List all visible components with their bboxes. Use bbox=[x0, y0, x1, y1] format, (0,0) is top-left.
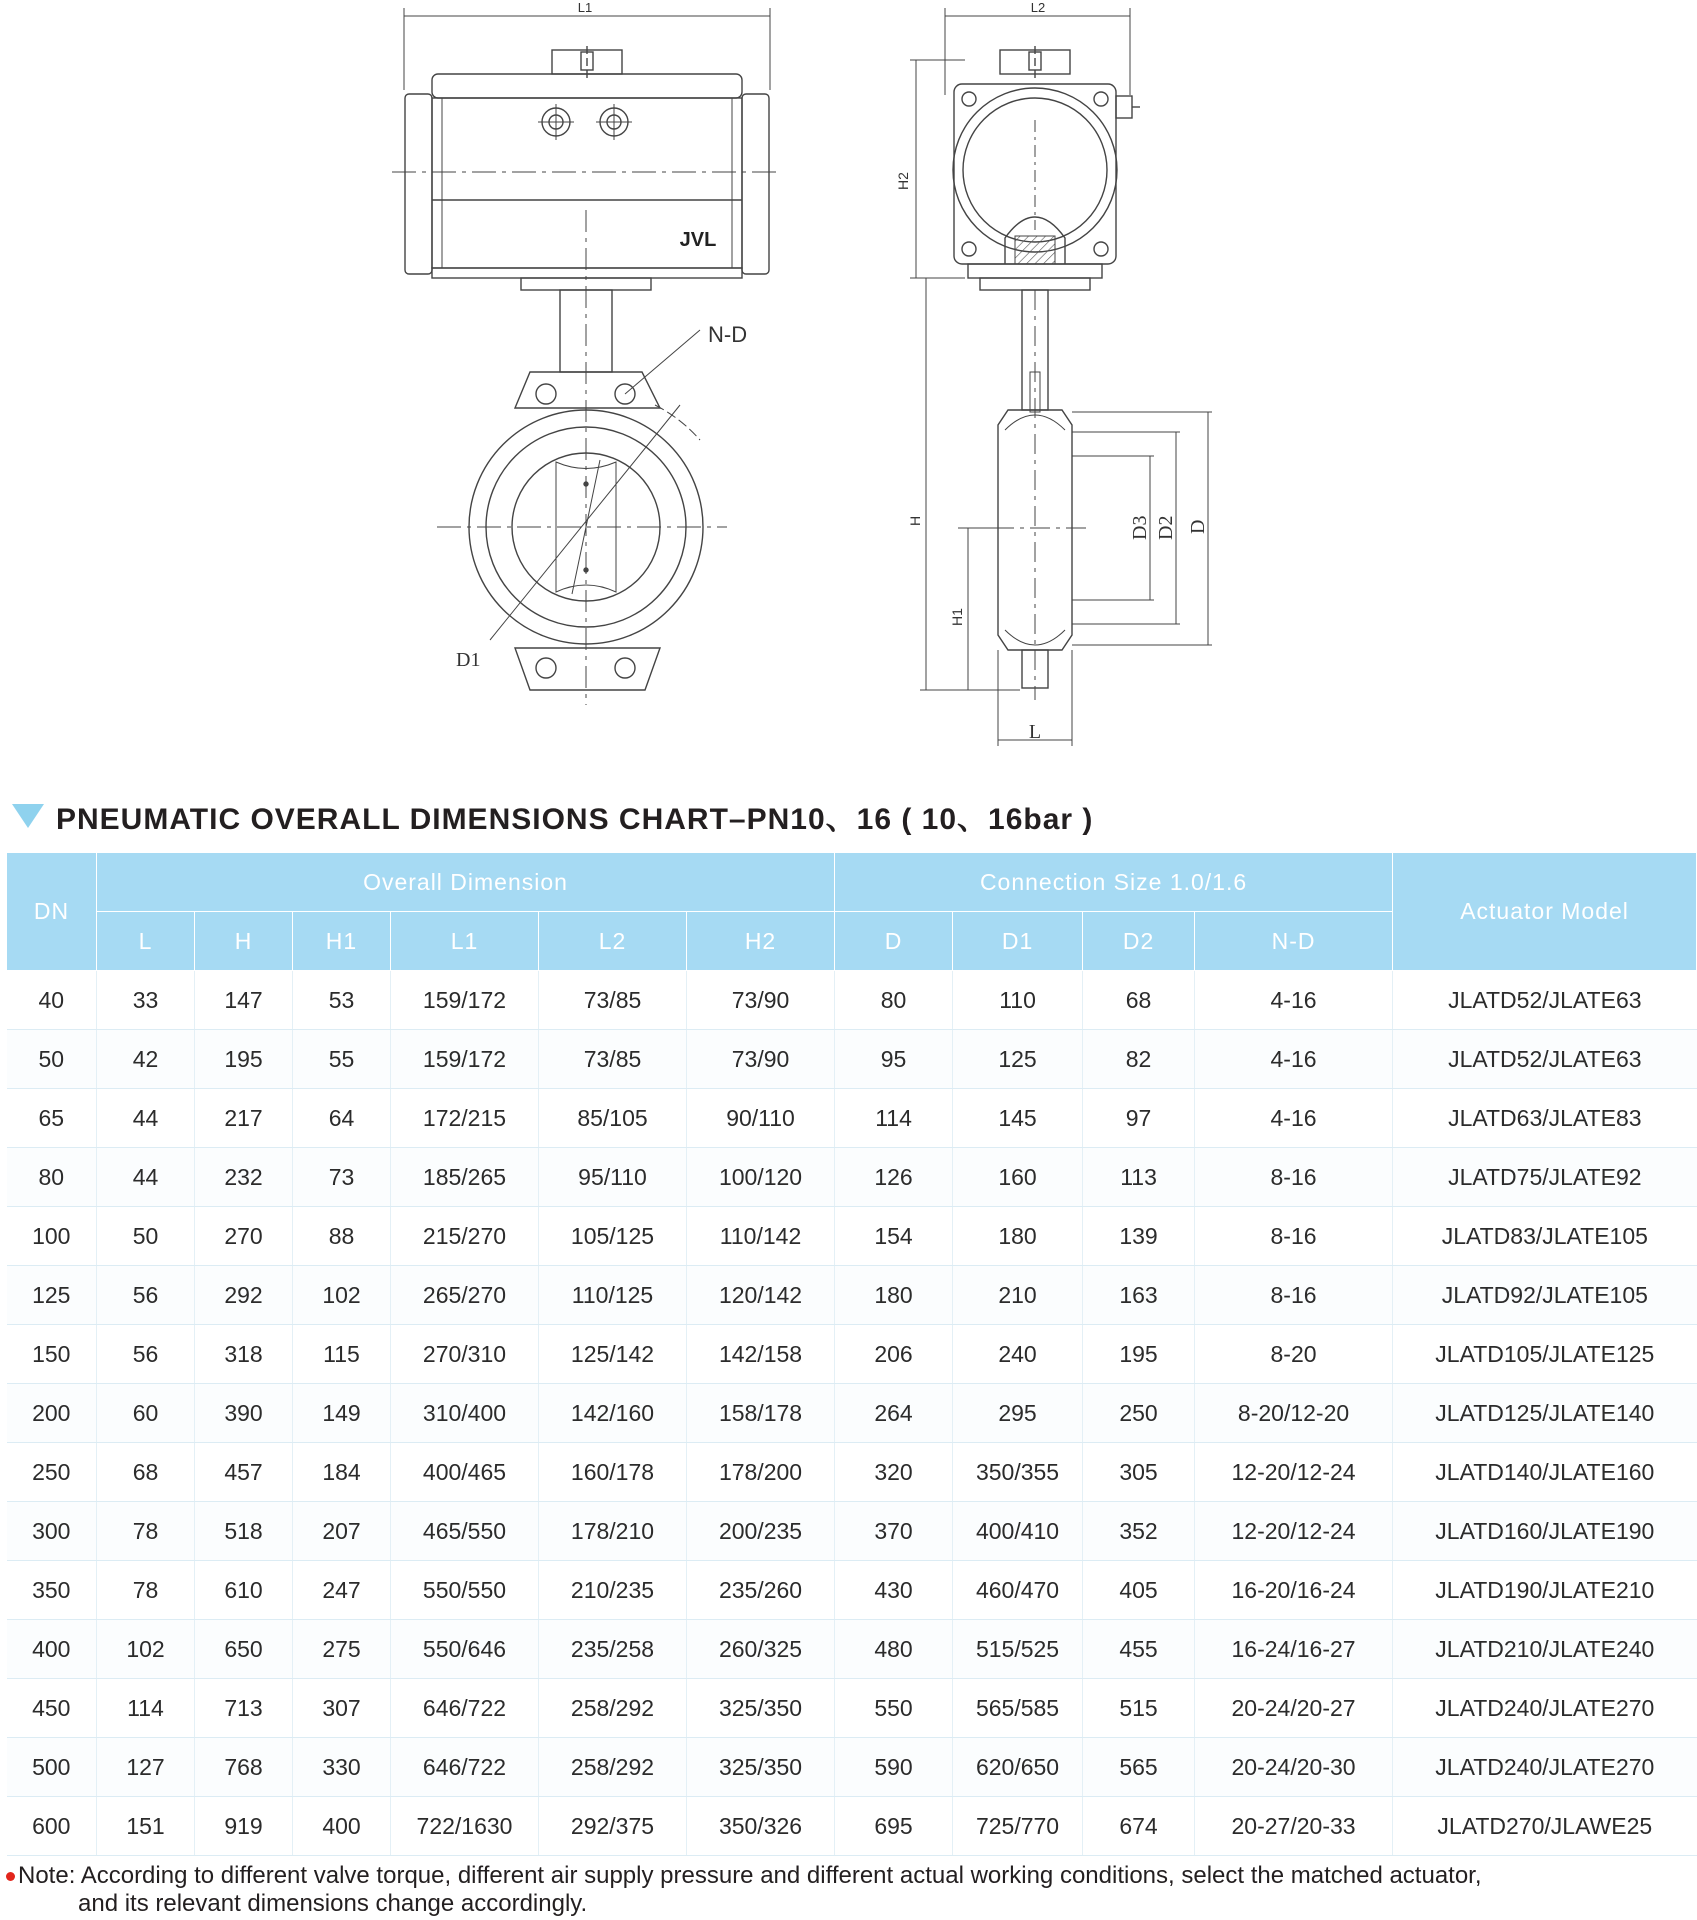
technical-drawings bbox=[0, 0, 1697, 760]
table-cell: 8-20 bbox=[1195, 1325, 1393, 1384]
table-cell: 95/110 bbox=[539, 1148, 687, 1207]
dimensions-table bbox=[6, 852, 1697, 1856]
header-d: D bbox=[835, 912, 953, 971]
note-line-1: Note: According to different valve torque, different air supply pressure and different actual working conditions, select the matched actuator, bbox=[18, 1862, 1482, 1889]
table-cell: 78 bbox=[97, 1502, 195, 1561]
table-cell: 64 bbox=[293, 1089, 391, 1148]
valve-drawing bbox=[0, 0, 1697, 760]
table-cell: 180 bbox=[953, 1207, 1083, 1266]
table-cell: 151 bbox=[97, 1797, 195, 1856]
table-cell: 258/292 bbox=[539, 1738, 687, 1797]
table-row bbox=[7, 1679, 1697, 1738]
label-l2: L2 bbox=[1030, 0, 1046, 15]
table-cell: 159/172 bbox=[391, 1030, 539, 1089]
table-cell: 550/550 bbox=[391, 1561, 539, 1620]
label-h: H bbox=[907, 515, 923, 526]
table-cell: 125 bbox=[953, 1030, 1083, 1089]
table-cell: 292 bbox=[195, 1266, 293, 1325]
table-cell: 295 bbox=[953, 1384, 1083, 1443]
table-cell: JLATD240/JLATE270 bbox=[1393, 1738, 1697, 1797]
table-cell: 55 bbox=[293, 1030, 391, 1089]
table-cell: 270/310 bbox=[391, 1325, 539, 1384]
table-cell: 12-20/12-24 bbox=[1195, 1502, 1393, 1561]
table-cell: 147 bbox=[195, 971, 293, 1030]
table-cell: 16-20/16-24 bbox=[1195, 1561, 1393, 1620]
table-cell: 270 bbox=[195, 1207, 293, 1266]
table-cell: 68 bbox=[1083, 971, 1195, 1030]
table-cell: 97 bbox=[1083, 1089, 1195, 1148]
table-cell: 80 bbox=[7, 1148, 97, 1207]
table-cell: 142/160 bbox=[539, 1384, 687, 1443]
table-cell: 125 bbox=[7, 1266, 97, 1325]
table-cell: 40 bbox=[7, 971, 97, 1030]
table-cell: 350/326 bbox=[687, 1797, 835, 1856]
table-cell: 307 bbox=[293, 1679, 391, 1738]
table-cell: JLATD140/JLATE160 bbox=[1393, 1443, 1697, 1502]
table-cell: 8-16 bbox=[1195, 1148, 1393, 1207]
table-cell: 217 bbox=[195, 1089, 293, 1148]
table-cell: 450 bbox=[7, 1679, 97, 1738]
table-body bbox=[7, 971, 1697, 1856]
table-cell: 126 bbox=[835, 1148, 953, 1207]
table-cell: JLATD240/JLATE270 bbox=[1393, 1679, 1697, 1738]
table-row bbox=[7, 1502, 1697, 1561]
table-cell: 139 bbox=[1083, 1207, 1195, 1266]
table-row bbox=[7, 1797, 1697, 1856]
table-row bbox=[7, 1148, 1697, 1207]
note-line-2: and its relevant dimensions change accordingly. bbox=[78, 1890, 588, 1917]
table-cell: 405 bbox=[1083, 1561, 1195, 1620]
header-d2: D2 bbox=[1083, 912, 1195, 971]
table-cell: 325/350 bbox=[687, 1679, 835, 1738]
table-cell: 85/105 bbox=[539, 1089, 687, 1148]
table-cell: 73/90 bbox=[687, 971, 835, 1030]
table-cell: 460/470 bbox=[953, 1561, 1083, 1620]
table-cell: 149 bbox=[293, 1384, 391, 1443]
table-cell: 610 bbox=[195, 1561, 293, 1620]
table-cell: 480 bbox=[835, 1620, 953, 1679]
table-cell: 33 bbox=[97, 971, 195, 1030]
table-cell: 178/200 bbox=[687, 1443, 835, 1502]
table-cell: 646/722 bbox=[391, 1679, 539, 1738]
table-cell: 650 bbox=[195, 1620, 293, 1679]
table-cell: 240 bbox=[953, 1325, 1083, 1384]
table-cell: 195 bbox=[1083, 1325, 1195, 1384]
table-cell: 120/142 bbox=[687, 1266, 835, 1325]
table-row bbox=[7, 971, 1697, 1030]
table-cell: 4-16 bbox=[1195, 971, 1393, 1030]
table-cell: 20-24/20-30 bbox=[1195, 1738, 1393, 1797]
table-row bbox=[7, 1266, 1697, 1325]
table-cell: 390 bbox=[195, 1384, 293, 1443]
table-cell: 73/85 bbox=[539, 1030, 687, 1089]
table-cell: 515/525 bbox=[953, 1620, 1083, 1679]
table-cell: 16-24/16-27 bbox=[1195, 1620, 1393, 1679]
table-cell: 455 bbox=[1083, 1620, 1195, 1679]
table-row bbox=[7, 1443, 1697, 1502]
table-cell: 8-16 bbox=[1195, 1207, 1393, 1266]
table-cell: 247 bbox=[293, 1561, 391, 1620]
table-cell: 400/465 bbox=[391, 1443, 539, 1502]
table-cell: 210/235 bbox=[539, 1561, 687, 1620]
header-h: H bbox=[195, 912, 293, 971]
table-cell: 82 bbox=[1083, 1030, 1195, 1089]
table-cell: 20-24/20-27 bbox=[1195, 1679, 1393, 1738]
table-cell: 370 bbox=[835, 1502, 953, 1561]
table-cell: 110/125 bbox=[539, 1266, 687, 1325]
table-cell: 158/178 bbox=[687, 1384, 835, 1443]
table-cell: 50 bbox=[97, 1207, 195, 1266]
table-cell: 515 bbox=[1083, 1679, 1195, 1738]
table-row bbox=[7, 1207, 1697, 1266]
table-cell: 600 bbox=[7, 1797, 97, 1856]
table-cell: 250 bbox=[1083, 1384, 1195, 1443]
table-cell: 400/410 bbox=[953, 1502, 1083, 1561]
table-cell: 550/646 bbox=[391, 1620, 539, 1679]
red-dot-icon bbox=[6, 1872, 15, 1881]
table-cell: 160 bbox=[953, 1148, 1083, 1207]
table-cell: 68 bbox=[97, 1443, 195, 1502]
header-connection-size: Connection Size 1.0/1.6 bbox=[835, 853, 1393, 912]
table-cell: 73/85 bbox=[539, 971, 687, 1030]
table-cell: 73/90 bbox=[687, 1030, 835, 1089]
table-cell: 305 bbox=[1083, 1443, 1195, 1502]
table-cell: 620/650 bbox=[953, 1738, 1083, 1797]
table-cell: JLATD160/JLATE190 bbox=[1393, 1502, 1697, 1561]
table-cell: 235/260 bbox=[687, 1561, 835, 1620]
label-h1: H1 bbox=[949, 608, 965, 626]
table-cell: 275 bbox=[293, 1620, 391, 1679]
table-cell: 400 bbox=[7, 1620, 97, 1679]
header-l: L bbox=[97, 912, 195, 971]
table-cell: 264 bbox=[835, 1384, 953, 1443]
table-cell: 115 bbox=[293, 1325, 391, 1384]
table-cell: 90/110 bbox=[687, 1089, 835, 1148]
table-cell: 102 bbox=[293, 1266, 391, 1325]
table-cell: 465/550 bbox=[391, 1502, 539, 1561]
table-cell: 180 bbox=[835, 1266, 953, 1325]
table-cell: 300 bbox=[7, 1502, 97, 1561]
label-nd: N-D bbox=[708, 322, 748, 347]
brand-logo: JVL bbox=[679, 229, 717, 251]
table-cell: JLATD190/JLATE210 bbox=[1393, 1561, 1697, 1620]
table-cell: 265/270 bbox=[391, 1266, 539, 1325]
table-cell: 318 bbox=[195, 1325, 293, 1384]
table-cell: 350/355 bbox=[953, 1443, 1083, 1502]
table-cell: 110/142 bbox=[687, 1207, 835, 1266]
table-cell: 163 bbox=[1083, 1266, 1195, 1325]
table-row bbox=[7, 1030, 1697, 1089]
header-d1: D1 bbox=[953, 912, 1083, 971]
chart-heading bbox=[12, 796, 1093, 836]
table-cell: 100 bbox=[7, 1207, 97, 1266]
table-cell: 330 bbox=[293, 1738, 391, 1797]
table-cell: 172/215 bbox=[391, 1089, 539, 1148]
table-cell: 114 bbox=[835, 1089, 953, 1148]
table-cell: 518 bbox=[195, 1502, 293, 1561]
table-cell: 4-16 bbox=[1195, 1030, 1393, 1089]
table-cell: 320 bbox=[835, 1443, 953, 1502]
table-cell: 60 bbox=[97, 1384, 195, 1443]
table-cell: 206 bbox=[835, 1325, 953, 1384]
table-cell: 154 bbox=[835, 1207, 953, 1266]
table-cell: 73 bbox=[293, 1148, 391, 1207]
table-cell: 232 bbox=[195, 1148, 293, 1207]
table-cell: 235/258 bbox=[539, 1620, 687, 1679]
table-cell: 713 bbox=[195, 1679, 293, 1738]
label-d2: D2 bbox=[1155, 515, 1177, 540]
table-cell: JLATD63/JLATE83 bbox=[1393, 1089, 1697, 1148]
table-cell: 114 bbox=[97, 1679, 195, 1738]
table-cell: 145 bbox=[953, 1089, 1083, 1148]
table-cell: 207 bbox=[293, 1502, 391, 1561]
table-cell: 44 bbox=[97, 1148, 195, 1207]
table-cell: 4-16 bbox=[1195, 1089, 1393, 1148]
table-cell: JLATD52/JLATE63 bbox=[1393, 1030, 1697, 1089]
table-cell: 102 bbox=[97, 1620, 195, 1679]
table-cell: 210 bbox=[953, 1266, 1083, 1325]
table-cell: 768 bbox=[195, 1738, 293, 1797]
table-cell: 127 bbox=[97, 1738, 195, 1797]
table-cell: 95 bbox=[835, 1030, 953, 1089]
table-cell: 400 bbox=[293, 1797, 391, 1856]
header-actuator-model: Actuator Model bbox=[1393, 853, 1697, 971]
table-cell: JLATD52/JLATE63 bbox=[1393, 971, 1697, 1030]
table-cell: 430 bbox=[835, 1561, 953, 1620]
table-cell: 113 bbox=[1083, 1148, 1195, 1207]
table-row bbox=[7, 1620, 1697, 1679]
table-cell: 150 bbox=[7, 1325, 97, 1384]
table-cell: 160/178 bbox=[539, 1443, 687, 1502]
table-cell: 56 bbox=[97, 1325, 195, 1384]
table-cell: 674 bbox=[1083, 1797, 1195, 1856]
table-cell: 352 bbox=[1083, 1502, 1195, 1561]
table-cell: 178/210 bbox=[539, 1502, 687, 1561]
table-cell: 105/125 bbox=[539, 1207, 687, 1266]
table-cell: 159/172 bbox=[391, 971, 539, 1030]
table-cell: 260/325 bbox=[687, 1620, 835, 1679]
table-cell: 350 bbox=[7, 1561, 97, 1620]
triangle-bullet-icon bbox=[12, 804, 44, 828]
table-cell: 550 bbox=[835, 1679, 953, 1738]
table-cell: 65 bbox=[7, 1089, 97, 1148]
table-row bbox=[7, 1561, 1697, 1620]
table-cell: 100/120 bbox=[687, 1148, 835, 1207]
table-cell: 53 bbox=[293, 971, 391, 1030]
table-cell: 110 bbox=[953, 971, 1083, 1030]
table-cell: JLATD75/JLATE92 bbox=[1393, 1148, 1697, 1207]
header-dn: DN bbox=[7, 853, 97, 971]
table-cell: 142/158 bbox=[687, 1325, 835, 1384]
table-row bbox=[7, 1384, 1697, 1443]
table-cell: JLATD105/JLATE125 bbox=[1393, 1325, 1697, 1384]
table-cell: 200/235 bbox=[687, 1502, 835, 1561]
table-cell: 12-20/12-24 bbox=[1195, 1443, 1393, 1502]
table-cell: 310/400 bbox=[391, 1384, 539, 1443]
table-cell: JLATD210/JLATE240 bbox=[1393, 1620, 1697, 1679]
label-l: L bbox=[1028, 721, 1042, 743]
table-cell: 250 bbox=[7, 1443, 97, 1502]
header-overall-dimension: Overall Dimension bbox=[97, 853, 835, 912]
table-cell: 695 bbox=[835, 1797, 953, 1856]
table-cell: 88 bbox=[293, 1207, 391, 1266]
label-h2: H2 bbox=[895, 172, 911, 190]
table-cell: 20-27/20-33 bbox=[1195, 1797, 1393, 1856]
header-l1: L1 bbox=[391, 912, 539, 971]
table-cell: 44 bbox=[97, 1089, 195, 1148]
table-cell: JLATD83/JLATE105 bbox=[1393, 1207, 1697, 1266]
table-cell: 500 bbox=[7, 1738, 97, 1797]
header-h2: H2 bbox=[687, 912, 835, 971]
table-cell: 325/350 bbox=[687, 1738, 835, 1797]
table-cell: 8-16 bbox=[1195, 1266, 1393, 1325]
label-d1: D1 bbox=[456, 649, 481, 671]
table-cell: 646/722 bbox=[391, 1738, 539, 1797]
table-cell: 722/1630 bbox=[391, 1797, 539, 1856]
table-cell: 184 bbox=[293, 1443, 391, 1502]
table-cell: 185/265 bbox=[391, 1148, 539, 1207]
table-cell: 565 bbox=[1083, 1738, 1195, 1797]
header-h1: H1 bbox=[293, 912, 391, 971]
label-d: D bbox=[1187, 519, 1209, 534]
table-cell: 195 bbox=[195, 1030, 293, 1089]
table-cell: JLATD92/JLATE105 bbox=[1393, 1266, 1697, 1325]
table-cell: JLATD125/JLATE140 bbox=[1393, 1384, 1697, 1443]
label-d3: D3 bbox=[1129, 515, 1151, 540]
table-cell: 78 bbox=[97, 1561, 195, 1620]
footnote bbox=[6, 1862, 1686, 1918]
table-row bbox=[7, 1738, 1697, 1797]
table-cell: 590 bbox=[835, 1738, 953, 1797]
label-l1: L1 bbox=[577, 0, 593, 15]
table-row bbox=[7, 1325, 1697, 1384]
table-cell: 50 bbox=[7, 1030, 97, 1089]
table-cell: 919 bbox=[195, 1797, 293, 1856]
table-cell: 457 bbox=[195, 1443, 293, 1502]
table-cell: 725/770 bbox=[953, 1797, 1083, 1856]
page-title: PNEUMATIC OVERALL DIMENSIONS CHART–PN10、16 ( 10、16bar ) bbox=[56, 803, 1094, 836]
table-cell: 258/292 bbox=[539, 1679, 687, 1738]
table-cell: 200 bbox=[7, 1384, 97, 1443]
table-cell: 80 bbox=[835, 971, 953, 1030]
table-cell: 8-20/12-20 bbox=[1195, 1384, 1393, 1443]
table-cell: 42 bbox=[97, 1030, 195, 1089]
header-l2: L2 bbox=[539, 912, 687, 971]
table-cell: 292/375 bbox=[539, 1797, 687, 1856]
table-row bbox=[7, 1089, 1697, 1148]
table-cell: 565/585 bbox=[953, 1679, 1083, 1738]
table-cell: 215/270 bbox=[391, 1207, 539, 1266]
table-cell: 125/142 bbox=[539, 1325, 687, 1384]
header-n-d: N-D bbox=[1195, 912, 1393, 971]
table-cell: 56 bbox=[97, 1266, 195, 1325]
table-cell: JLATD270/JLAWE25 bbox=[1393, 1797, 1697, 1856]
